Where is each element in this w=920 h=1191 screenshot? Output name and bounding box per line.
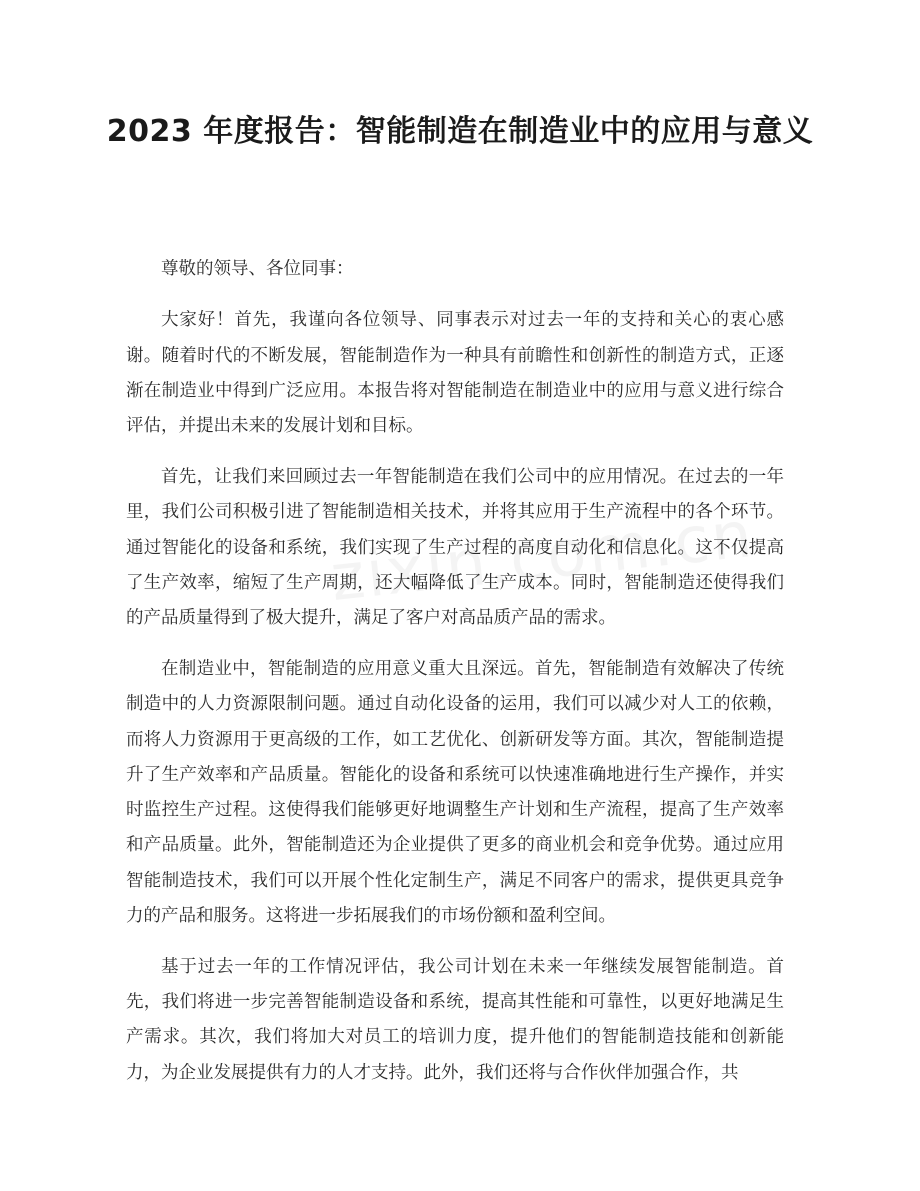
paragraph-4: 基于过去一年的工作情况评估，我公司计划在未来一年继续发展智能制造。首先，我们将进一步完善智能制造设备和系统，提高其性能和可靠性，以更好地满足生产需求。其次，我们将加大对员工的培训力度，提升他们的智能制造技能和创新能力，为企业发展提供有力的人才支持。此外，我们还将与合作伙伴加强合作，共: [126, 956, 784, 1083]
paragraph-2: 首先，让我们来回顾过去一年智能制造在我们公司中的应用情况。在过去的一年里，我们公司积极引进了智能制造相关技术，并将其应用于生产流程中的各个环节。通过智能化的设备和系统，我们实现了生产过程的高度自动化和信息化。这不仅提高了生产效率，缩短了生产周期，还大幅降低了生产成本。同时，智能制造还使得我们的产品质量得到了极大提升，满足了客户对高品质产品的需求。: [126, 466, 784, 629]
document-title: 2023 年度报告：智能制造在制造业中的应用与意义: [106, 114, 814, 149]
paragraph-3: 在制造业中，智能制造的应用意义重大且深远。首先，智能制造有效解决了传统制造中的人力资源限制问题。通过自动化设备的运用，我们可以减少对人工的依赖，而将人力资源用于更高级的工作，如工艺优化、创新研发等方面。其次，智能制造提升了生产效率和产品质量。智能化的设备和系统可以快速准确地进行生产操作，并实时监控生产过程。这使得我们能够更好地调整生产计划和生产流程，提高了生产效率和产品质量。此外，智能制造还为企业提供了更多的商业机会和竞争优势。通过应用智能制造技术，我们可以开展个性化定制生产，满足不同客户的需求，提供更具竞争力的产品和服务。这将进一步拓展我们的市场份额和盈利空间。: [126, 658, 784, 927]
document-body: [126, 252, 784, 1107]
paragraph-1: 大家好！首先，我谨向各位领导、同事表示对过去一年的支持和关心的衷心感谢。随着时代的不断发展，智能制造作为一种具有前瞻性和创新性的制造方式，正逐渐在制造业中得到广泛应用。本报告将对智能制造在制造业中的应用与意义进行综合评估，并提出未来的发展计划和目标。: [126, 310, 784, 437]
salutation: 尊敬的领导、各位同事：: [161, 259, 354, 279]
